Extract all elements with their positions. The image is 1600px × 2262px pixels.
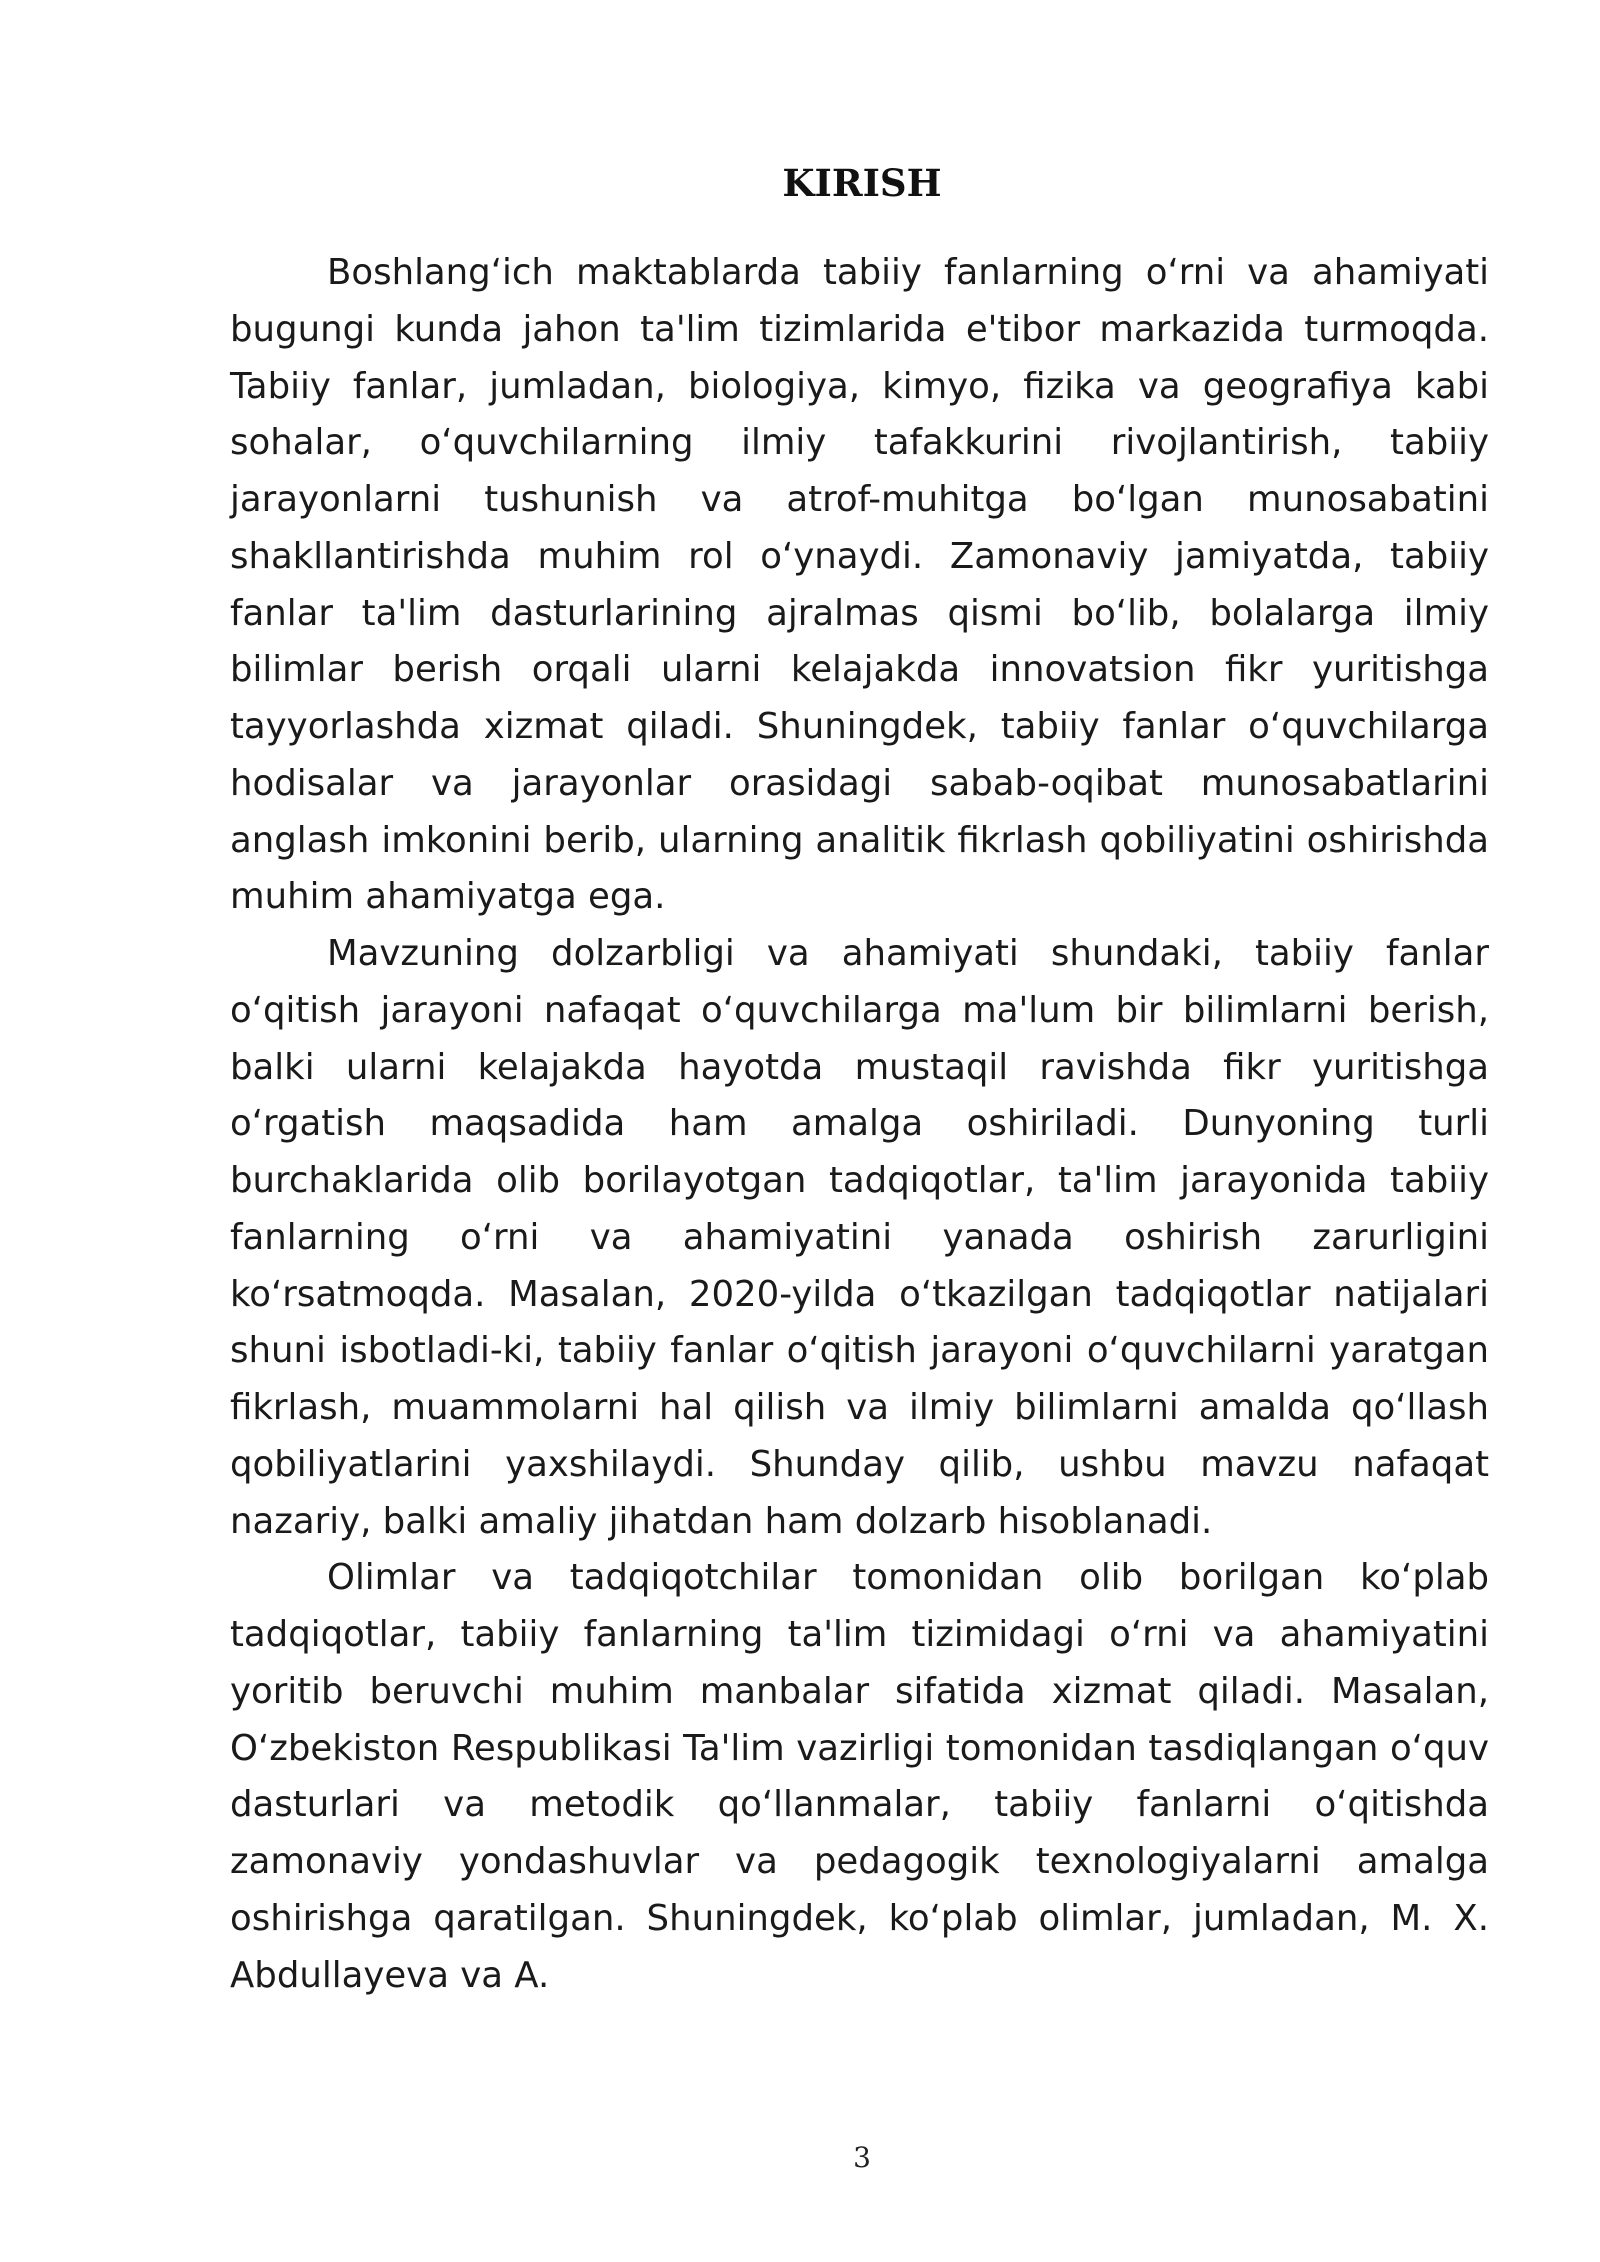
section-title: KIRISH bbox=[782, 161, 942, 205]
paragraph-2: Mavzuning dolzarbligi va ahamiyati shundaki, tabiiy fanlar o‘qitish jarayoni nafaqat o‘quvchilarga ma'lum bir bilimlarni berish, balki ularni kelajakda hayotda mustaqil ravishda fikr yuritishga o‘rgatish maqsadida ham amalga oshiriladi. Dunyoning turli burchaklarida olib borilayotgan tadqiqotlar, ta'lim jarayonida tabiiy fanlarning o‘rni va ahamiyatini yanada oshirish zarurligini ko‘rsatmoqda. Masalan, 2020-yilda o‘tkazilgan tadqiqotlar natijalari shuni isbotladi-ki, tabiiy fanlar o‘qitish jarayoni o‘quvchilarni yaratgan fikrlash, muammolarni hal qilish va ilmiy bilimlarni amalda qo‘llash qobiliyatlarini yaxshilaydi. Shunday qilib, ushbu mavzu nafaqat nazariy, balki amaliy jihatdan ham dolzarb hisoblanadi. bbox=[230, 933, 1489, 1542]
paragraph-3: Olimlar va tadqiqotchilar tomonidan olib borilgan ko‘plab tadqiqotlar, tabiiy fanlarning ta'lim tizimidagi o‘rni va ahamiyatini yoritib beruvchi muhim manbalar sifatida xizmat qiladi. Masalan, O‘zbekiston Respublikasi Ta'lim vazirligi tomonidan tasdiqlangan o‘quv dasturlari va metodik qo‘llanmalar, tabiiy fanlarni o‘qitishda zamonaviy yondashuvlar va pedagogik texnologiyalarni amalga oshirishga qaratilgan. Shuningdek, ko‘plab olimlar, jumladan, M. X. Abdullayeva va A. bbox=[230, 1557, 1489, 1996]
body-text bbox=[230, 245, 1489, 2004]
page-number: 3 bbox=[853, 2141, 871, 2174]
paragraph-1: Boshlang‘ich maktablarda tabiiy fanlarning o‘rni va ahamiyati bugungi kunda jahon ta'lim tizimlarida e'tibor markazida turmoqda. Tabiiy fanlar, jumladan, biologiya, kimyo, fizika va geografiya kabi sohalar, o‘quvchilarning ilmiy tafakkurini rivojlantirish, tabiiy jarayonlarni tushunish va atrof-muhitga bo‘lgan munosabatini shakllantirishda muhim rol o‘ynaydi. Zamonaviy jamiyatda, tabiiy fanlar ta'lim dasturlarining ajralmas qismi bo‘lib, bolalarga ilmiy bilimlar berish orqali ularni kelajakda innovatsion fikr yuritishga tayyorlashda xizmat qiladi. Shuningdek, tabiiy fanlar o‘quvchilarga hodisalar va jarayonlar orasidagi sabab-oqibat munosabatlarini anglash imkonini berib, ularning analitik fikrlash qobiliyatini oshirishda muhim ahamiyatga ega. bbox=[230, 252, 1489, 918]
